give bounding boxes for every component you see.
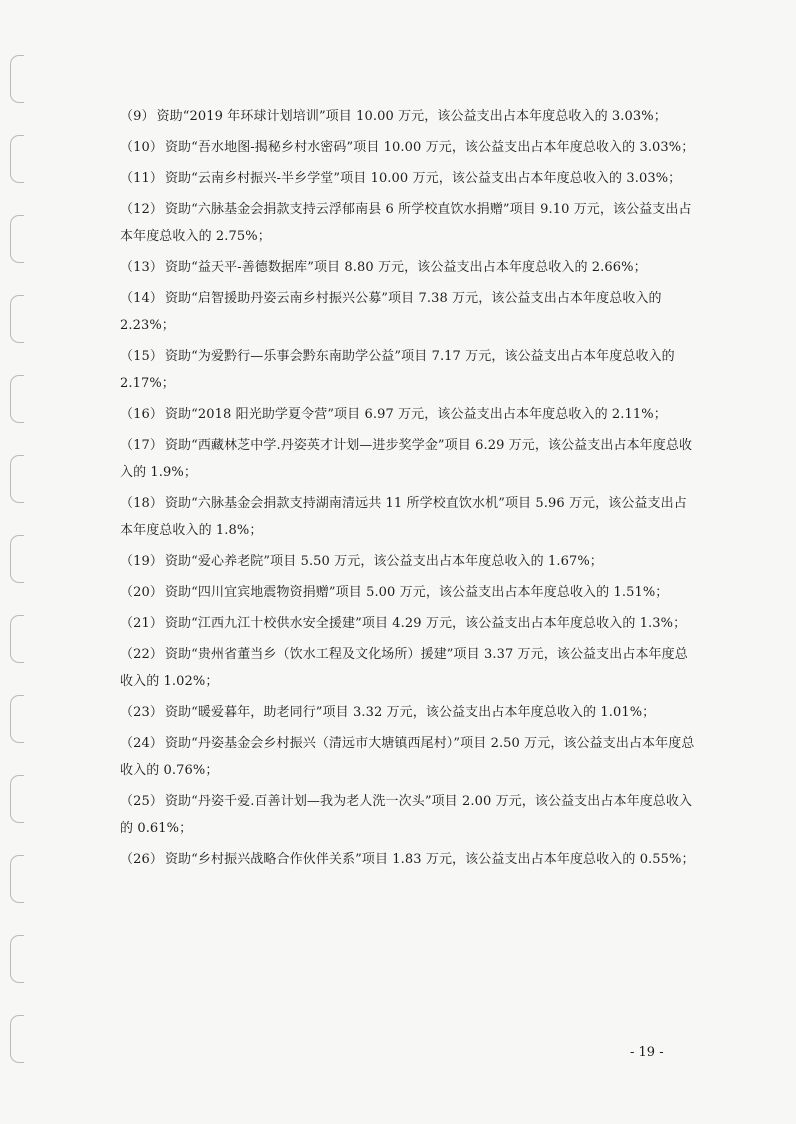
- list-item: （17） 资助“西藏林芝中学.丹姿英才计划—进步奖学金”项目 6.29 万元，该公益支出占本年度总收入的 1.9%；: [120, 438, 693, 480]
- binder-ring: [10, 775, 24, 823]
- binder-ring: [10, 615, 24, 663]
- binder-ring: [10, 1015, 24, 1063]
- list-item: （12） 资助“六脉基金会捐款支持云浮郁南县 6 所学校直饮水捐赠”项目 9.10 万元，该公益支出占本年度总收入的 2.75%；: [120, 202, 692, 244]
- list-item: （25） 资助“丹姿千爱.百善计划—我为老人洗一次头”项目 2.00 万元，该公益支出占本年度总收入的 0.61%；: [120, 794, 693, 836]
- binder-ring: [10, 55, 24, 103]
- list-item: （14） 资助“启智援助丹姿云南乡村振兴公募”项目 7.38 万元，该公益支出占本年度总收入的 2.23%；: [120, 291, 662, 333]
- list-item: （10） 资助“吾水地图-揭秘乡村水密码”项目 10.00 万元，该公益支出占本年度总收入的 3.03%；: [120, 140, 695, 155]
- list-item: （18） 资助“六脉基金会捐款支持湖南清远共 11 所学校直饮水机”项目 5.96 万元，该公益支出占本年度总收入的 1.8%；: [120, 496, 687, 538]
- list-item: （9） 资助“2019 年环球计划培训”项目 10.00 万元，该公益支出占本年度总收入的 3.03%；: [120, 109, 667, 124]
- binder-rings: [0, 0, 40, 1124]
- list-item: （19） 资助“爱心养老院”项目 5.50 万元，该公益支出占本年度总收入的 1.67%；: [120, 554, 603, 569]
- binder-ring: [10, 855, 24, 903]
- binder-ring: [10, 375, 24, 423]
- binder-ring: [10, 455, 24, 503]
- list-item: （21） 资助“江西九江十校供水安全援建”项目 4.29 万元，该公益支出占本年度总收入的 1.3%；: [120, 616, 687, 631]
- list-item: （23） 资助“暖爱暮年，助老同行”项目 3.32 万元，该公益支出占本年度总收入的 1.01%；: [120, 705, 656, 720]
- page-number: - 19 -: [630, 1045, 664, 1060]
- binder-ring: [10, 295, 24, 343]
- binder-ring: [10, 935, 24, 983]
- list-item: （22） 资助“贵州省董当乡（饮水工程及文化场所）援建”项目 3.37 万元，该公益支出占本年度总收入的 1.02%；: [120, 647, 688, 689]
- binder-ring: [10, 695, 24, 743]
- list-item: （16） 资助“2018 阳光助学夏令营”项目 6.97 万元，该公益支出占本年度总收入的 2.11%；: [120, 407, 667, 422]
- list-item: （13） 资助“益天平-善德数据库”项目 8.80 万元，该公益支出占本年度总收入的 2.66%；: [120, 260, 647, 275]
- binder-ring: [10, 135, 24, 183]
- list-item: （26） 资助“乡村振兴战略合作伙伴关系”项目 1.83 万元，该公益支出占本年度总收入的 0.55%；: [120, 852, 695, 867]
- list-item: （24） 资助“丹姿基金会乡村振兴（清远市大塘镇西尾村）”项目 2.50 万元，该公益支出占本年度总收入的 0.76%；: [120, 736, 695, 778]
- list-item: （11） 资助“云南乡村振兴-半乡学堂”项目 10.00 万元，该公益支出占本年度总收入的 3.03%；: [120, 171, 682, 186]
- binder-ring: [10, 535, 24, 583]
- list-item: （15） 资助“为爱黔行—乐事会黔东南助学公益”项目 7.17 万元，该公益支出占本年度总收入的 2.17%；: [120, 349, 675, 391]
- funding-items-list: [120, 103, 695, 877]
- binder-ring: [10, 215, 24, 263]
- list-item: （20） 资助“四川宜宾地震物资捐赠”项目 5.00 万元，该公益支出占本年度总收入的 1.51%；: [120, 585, 669, 600]
